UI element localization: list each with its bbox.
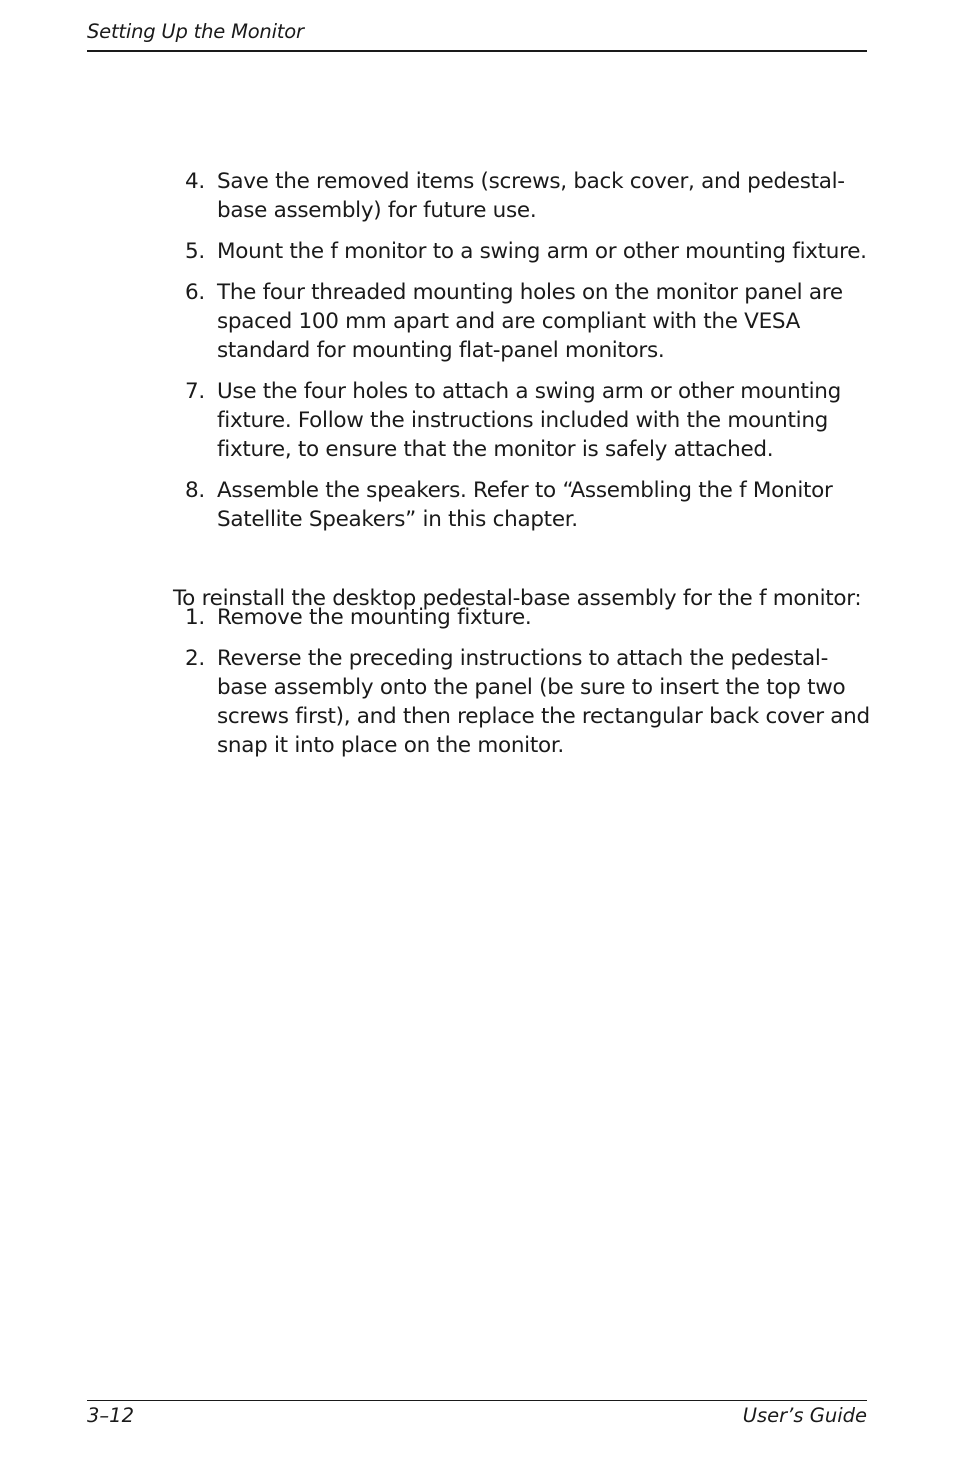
step-text: Use the four holes to attach a swing arm or other mounting fixture. Follow the instructions included with the mounting fixture, to ensure that the monitor is safely attached.: [217, 379, 841, 462]
list-item: [185, 476, 875, 534]
document-title: User’s Guide: [742, 1404, 867, 1427]
step-number: 2.: [185, 646, 205, 671]
step-number: 7.: [185, 379, 205, 404]
step-text: Remove the mounting fixture.: [217, 605, 532, 630]
list-item: [185, 167, 875, 225]
step-text: Reverse the preceding instructions to attach the pedestal-base assembly onto the panel (be sure to insert the top two screws first), and then replace the rectangular back cover and snap it into place on the monitor.: [217, 646, 870, 758]
list-item: [185, 644, 875, 760]
chapter-title: Setting Up the Monitor: [87, 20, 304, 43]
list-item: [185, 377, 875, 464]
step-text: The four threaded mounting holes on the monitor panel are spaced 100 mm apart and are compliant with the VESA standard for mounting flat-panel monitors.: [217, 280, 843, 363]
running-header: [87, 18, 867, 52]
step-number: 6.: [185, 280, 205, 305]
step-number: 8.: [185, 478, 205, 503]
step-number: 1.: [185, 605, 205, 630]
page-number: 3–12: [87, 1404, 134, 1427]
step-number: 4.: [185, 169, 205, 194]
steps-list-removal: [185, 167, 875, 546]
list-item: [185, 237, 875, 266]
steps-list-reinstall: [185, 603, 875, 772]
step-text: Mount the f monitor to a swing arm or other mounting fixture.: [217, 239, 867, 264]
step-text: Save the removed items (screws, back cover, and pedestal-base assembly) for future use.: [217, 169, 845, 223]
step-text: Assemble the speakers. Refer to “Assembling the f Monitor Satellite Speakers” in this chapter.: [217, 478, 833, 532]
step-number: 5.: [185, 239, 205, 264]
list-item: [185, 603, 875, 632]
running-footer: [87, 1400, 867, 1427]
reinstall-intro: To reinstall the desktop pedestal-base assembly for the f monitor:: [173, 585, 862, 611]
list-item: [185, 278, 875, 365]
